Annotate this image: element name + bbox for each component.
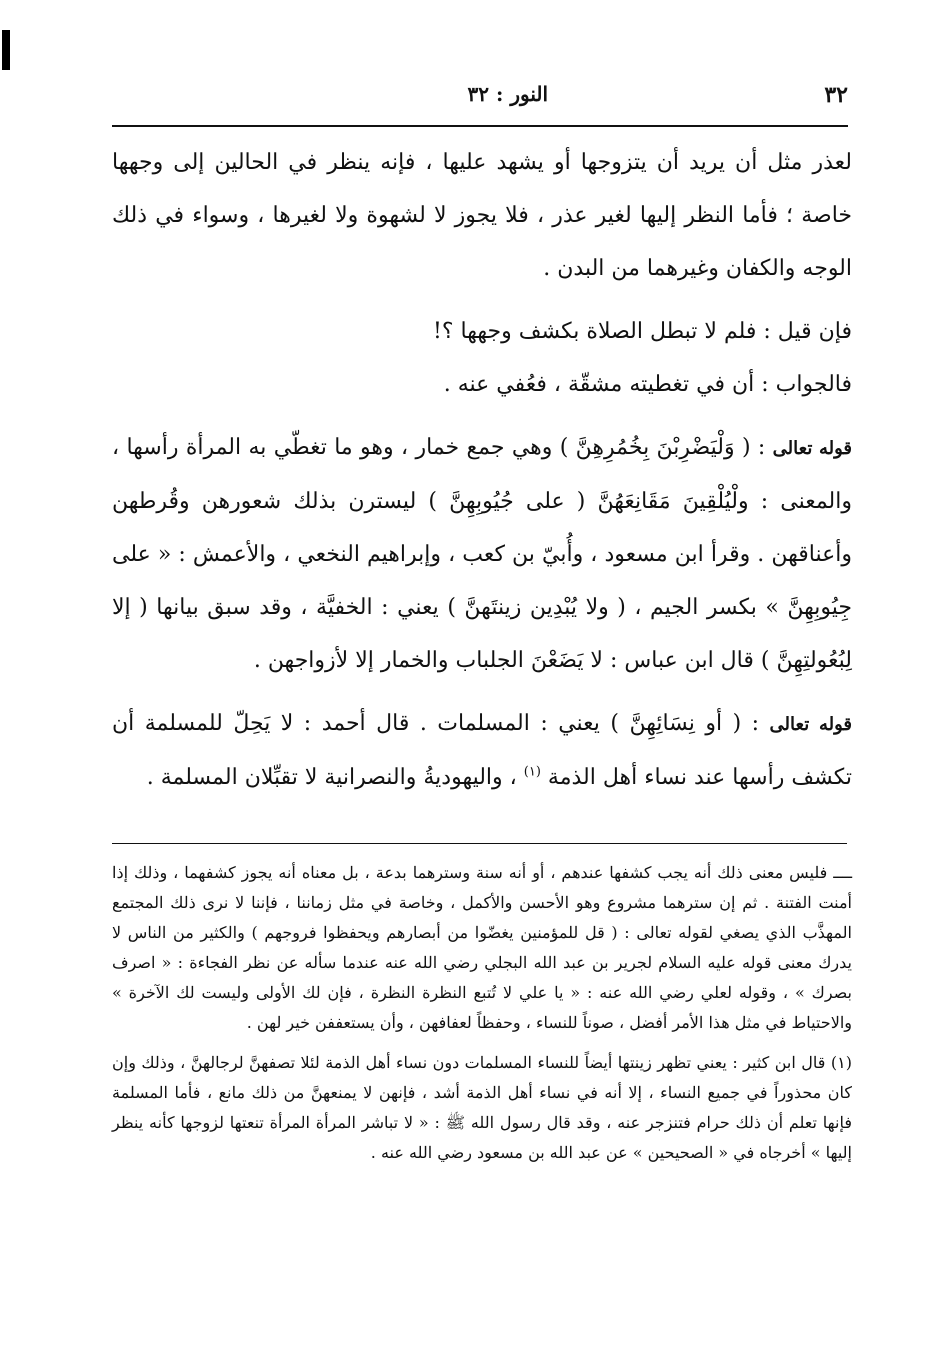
- paragraph-1: لعذر مثل أن يريد أن يتزوجها أو يشهد عليها ، فإنه ينظر في الحالين إلى وجهها خاصة ؛ فأما النظر إليها لغير عذر ، فلا يجوز لا لشهوة ولا لغيرها ، وسواء في ذلك الوجه والكفان وغيرهما من البدن .: [112, 150, 852, 281]
- footnotes: [112, 858, 852, 1168]
- paragraph-4: [112, 421, 852, 687]
- paragraph-4-lead: قوله تعالى: [772, 438, 852, 459]
- paragraph-5: [112, 697, 852, 804]
- binding-mark: [2, 30, 10, 70]
- paragraph-3: فالجواب : أن في تغطيته مشقّة ، فعُفي عنه .: [443, 372, 852, 397]
- paragraph-4-text: : ( وَلْيَضْرِبْنَ بِخُمُرِهِنَّ ) وهي جمع خمار ، وهو ما تغطّي به المرأة رأسها ، والمعنى : ولْيُلْقِينَ مَقَانِعَهُنَّ ( على جُيُوبِهِنَّ ) ليسترن بذلك شعورهن وقُرطهن وأعناقهن . وقرأ ابن مسعود ، وأُبيّ بن كعب ، وإبراهيم النخعي ، والأعمش : « على جِيُوبِهِنَّ » بكسر الجيم ، ( ولا يُبْدِين زينتَهنَّ ) يعني : الخفيَّة ، وقد سبق بيانها ( إلا لِبُعُولتِهِنَّ ) قال ابن عباس : لا يَضَعْنَ الجلباب والخمار إلا لأزواجهن .: [112, 435, 852, 673]
- paragraph-5-lead: قوله تعالى: [769, 714, 852, 735]
- paragraph-5-tail: ، واليهوديةُ والنصرانية لا تقبِّلان المسلمة .: [146, 765, 517, 790]
- footnote-rule: [112, 843, 847, 844]
- running-head: النور : ٣٢: [467, 82, 548, 106]
- footnote-continuation: ــــ فليس معنى ذلك أنه يجب كشفها عندهم ، أو أنه سنة وسترهما بدعة ، بل معناه أنه يجوز كشفهما ، وذلك إذا أمنت الفتنة . ثم إن سترهما مشروع وهو الأحسن والأكمل ، وخاصة في مثل زماننا ، فإننا لا نرى ذلك المجتمع المهذَّب الذي يصغي لقوله تعالى : ( قل للمؤمنين يغضّوا من أبصارهم ويحفظوا فروجهم ) والكثير من الناس لا يدرك معنى قوله عليه السلام لجرير بن عبد الله البجلي رضي الله عنه عندما سأله عن نظر الفجاءة : « اصرف بصرك » ، وقوله لعلي رضي الله عنه : « يا علي لا تُتبع النظرة النظرة ، فإن لك الأولى وليست لك الآخرة » والاحتياط في مثل هذا الأمر أفضل ، صوناً للنساء ، وحفظاً لعفافهن ، وأن يستعففن خير لهن .: [112, 863, 853, 1032]
- paragraph-2: فإن قيل : فلم لا تبطل الصلاة بكشف وجهها ؟!: [433, 319, 852, 344]
- footnote-reference: (١): [523, 764, 541, 780]
- page-header: [112, 80, 848, 120]
- header-rule: [112, 125, 848, 127]
- main-text: [112, 136, 852, 804]
- paragraph-5-text: : ( أو نِسَائِهِنَّ ) يعني : المسلمات . قال أحمد : لا يَحِلّ للمسلمة أن تكشف رأسها عند نساء أهل الذمة: [112, 711, 852, 790]
- page-number: ٣٢: [824, 82, 848, 108]
- footnote-1: (١) قال ابن كثير : يعني تظهر زينتها أيضاً للنساء المسلمات دون نساء أهل الذمة لئلا تصفهنَّ لرجالهنَّ ، وذلك وإن كان محذوراً في جميع النساء ، إلا أنه في نساء أهل الذمة أشد ، فإنهن لا يمنعهنَّ من ذلك مانع ، فأما المسلمة فإنها تعلم أن ذلك حرام فتنزجر عنه ، وقد قال رسول الله ﷺ : « لا تباشر المرأة المرأة تنعتها لزوجها كأنه ينظر إليها » أخرجاه في « الصحيحين » عن عبد الله بن مسعود رضي الله عنه .: [112, 1053, 853, 1162]
